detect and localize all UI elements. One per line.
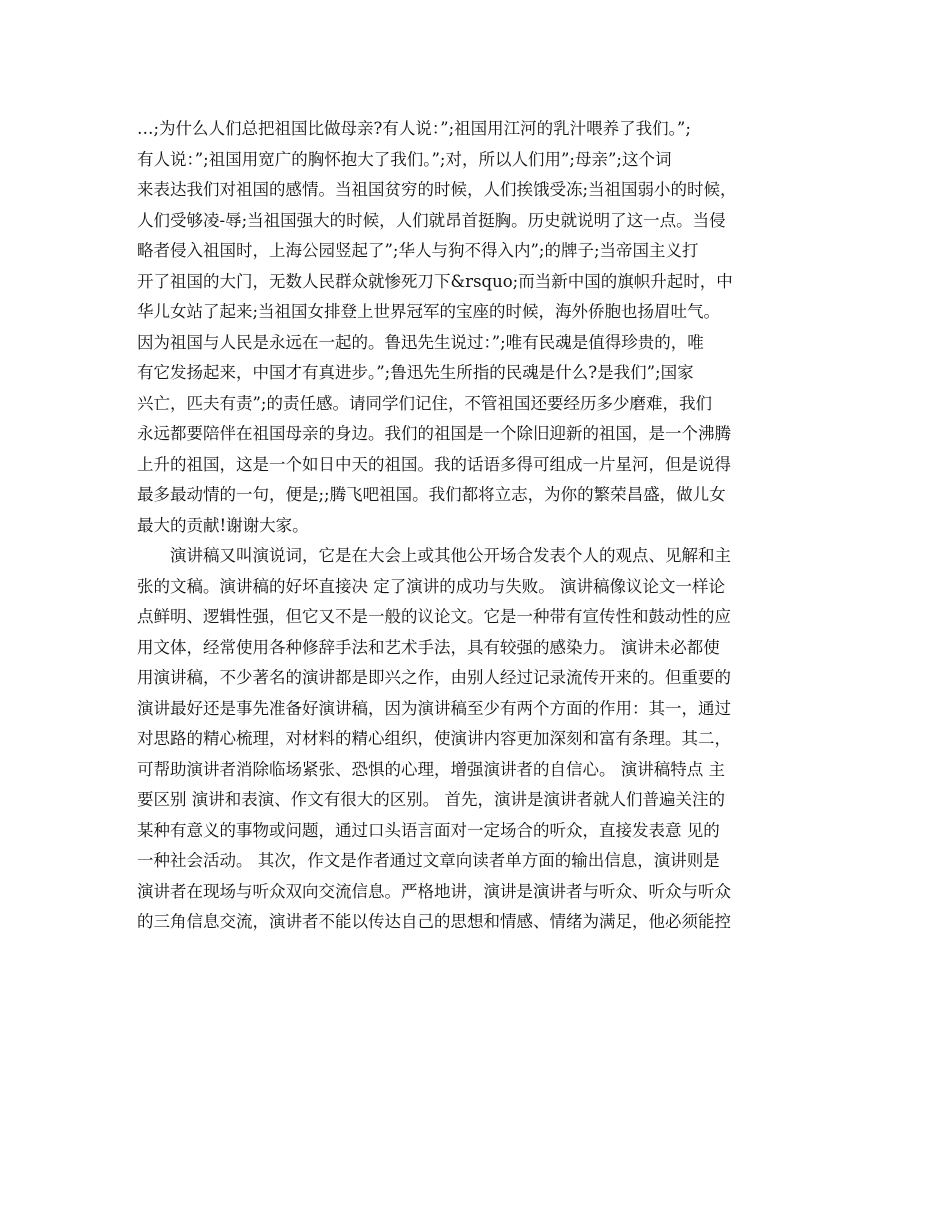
text-line: 因为祖国与人民是永远在一起的。鲁迅先生说过：”;唯有民魂是值得珍贵的，唯 xyxy=(137,332,704,352)
text-line: 用文体，经常使用各种修辞手法和艺术手法，具有较强的感染力。 演讲未必都使 xyxy=(137,637,720,657)
text-line: 对思路的精心梳理，对材料的精心组织，使演讲内容更加深刻和富有条理。其二， xyxy=(137,729,731,748)
text-line: 最多最动情的一句，便是;;腾飞吧祖国。我们都将立志，为你的繁荣昌盛，做儿女 xyxy=(137,485,726,504)
text-line: 演讲者在现场与听众双向交流信息。严格地讲，演讲是演讲者与听众、听众与听众 xyxy=(137,881,731,901)
text-line: 永远都要陪伴在祖国母亲的身边。我们的祖国是一个除旧迎新的祖国，是一个沸腾 xyxy=(137,424,731,443)
text-line: 人们受够凌-辱;当祖国强大的时候，人们就昂首挺胸。历史就说明了这一点。当侵 xyxy=(137,210,726,230)
text-line: 一种社会活动。 其次，作文是作者通过文章向读者单方面的输出信息，演讲则是 xyxy=(137,851,720,870)
paragraph-speech-definition xyxy=(137,541,827,938)
text-line: 开了祖国的大门，无数人民群众就惨死刀下&rsquo;而当新中国的旗帜升起时，中 xyxy=(137,271,733,291)
text-line: 某种有意义的事物或问题，通过口头语言面对一定场合的听众，直接发表意 见的 xyxy=(137,820,720,840)
text-line: 兴亡，匹夫有责”;的责任感。请同学们记住，不管祖国还要经历多少磨难，我们 xyxy=(137,393,712,413)
document-body xyxy=(137,114,827,938)
text-line: 上升的祖国，这是一个如日中天的祖国。我的话语多得可组成一片星河，但是说得 xyxy=(137,454,731,474)
text-line: 最大的贡献!谢谢大家。 xyxy=(137,515,309,535)
text-line: 点鲜明、逻辑性强，但它又不是一般的议论文。它是一种带有宣传性和鼓动性的应 xyxy=(137,607,731,626)
text-line: 有人说：”;祖国用宽广的胸怀抱大了我们。”;对，所以人们用”;母亲”;这个词 xyxy=(137,149,672,169)
text-line: 华儿女站了起来;当祖国女排登上世界冠军的宝座的时候，海外侨胞也扬眉吐气。 xyxy=(137,302,721,321)
text-line: 用演讲稿，不少著名的演讲都是即兴之作，由别人经过记录流传开来的。但重要的 xyxy=(137,668,731,687)
text-line: 演讲最好还是事先准备好演讲稿，因为演讲稿至少有两个方面的作用：其一，通过 xyxy=(137,698,731,718)
paragraph-speech-ending xyxy=(137,114,827,541)
text-line: 有它发扬起来，中国才有真进步。”;鲁迅先生所指的民魂是什么?是我们”;国家 xyxy=(137,363,694,382)
text-line: 可帮助演讲者消除临场紧张、恐惧的心理，增强演讲者的自信心。 演讲稿特点 主 xyxy=(137,759,725,779)
text-line: 演讲稿又叫演说词，它是在大会上或其他公开场合发表个人的观点、见解和主 xyxy=(170,546,731,565)
text-line: 张的文稿。演讲稿的好坏直接决 定了演讲的成功与失败。 演讲稿像议论文一样论 xyxy=(137,576,725,596)
text-line: 来表达我们对祖国的感情。当祖国贫穷的时候，人们挨饿受冻;当祖国弱小的时候， xyxy=(137,180,737,199)
text-line: 的三角信息交流，演讲者不能以传达自己的思想和情感、情绪为满足，他必须能控 xyxy=(137,912,731,931)
text-line: 略者侵入祖国时，上海公园竖起了”;华人与狗不得入内”;的牌子;当帝国主义打 xyxy=(137,241,699,260)
text-line: …;为什么人们总把祖国比做母亲?有人说：”;祖国用江河的乳汁喂养了我们。”; xyxy=(137,119,691,138)
text-line: 要区别 演讲和表演、作文有很大的区别。 首先，演讲是演讲者就人们普遍关注的 xyxy=(137,790,725,809)
